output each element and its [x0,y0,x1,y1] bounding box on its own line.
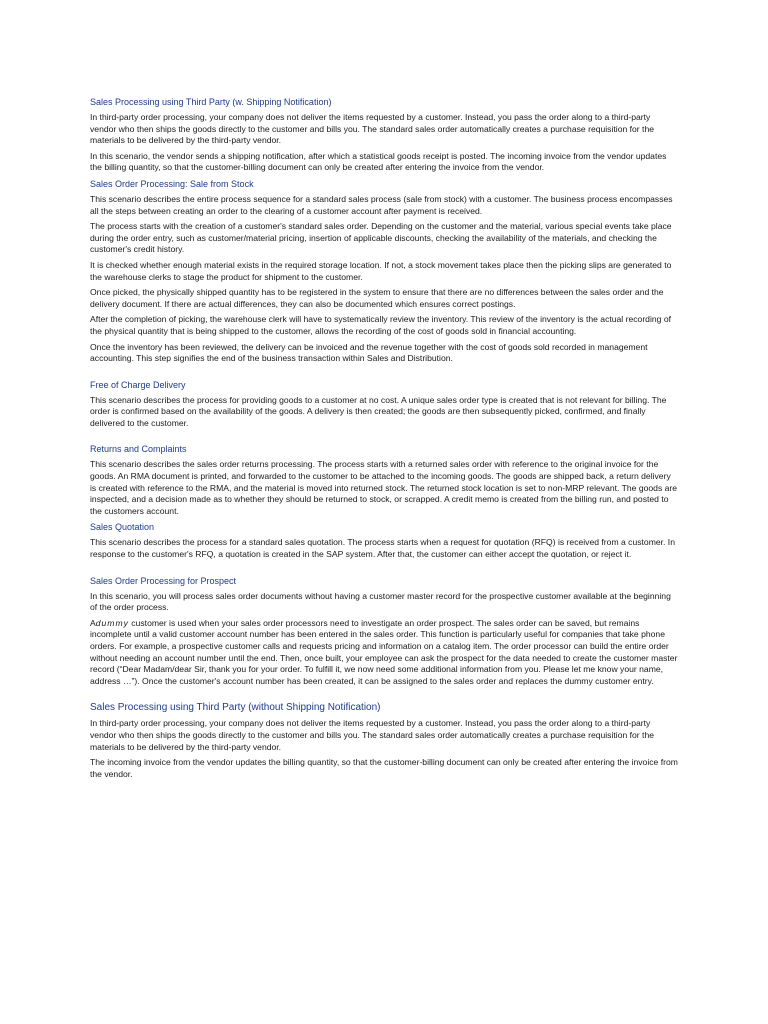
paragraph: This scenario describes the sales order returns processing. The process starts with a returned sales order with reference to the original invoice for the goods. An RMA document is printed, and forwarded to the customer to be attached to the incoming goods. The goods are shipped back, a return delivery is created with reference to the RMA, and the material is moved into returned stock. The returned stock location is set to non-MRP relevant. The goods are inspected, and a decision made as to whether they should be returned to stock, or scrapped. A credit memo is created from the billing run, and posted to the customers account. [90,459,678,516]
spacer [90,691,678,701]
paragraph: In third-party order processing, your company does not deliver the items requested by a customer. Instead, you pass the order along to a third-party vendor who then ships the goods directly to the customer and bills you. The standard sales order automatically creates a purchase requisition for the materials to be delivered by the third-party vendor. [90,112,654,146]
document-page [90,96,678,784]
paragraph: After the completion of picking, the warehouse clerk will have to systematically review the inventory. This review of the inventory is the actual recording of the physical quantity that is being shipped to the customer, allows the recording of the cost of goods sold in financial accounting. [90,314,671,336]
spacer [90,565,678,575]
dummy-customer-paragraph [90,618,678,688]
paragraph: Once picked, the physically shipped quantity has to be registered in the system to ensure that there are no differences between the sales order and the delivery document. If there are actual differences, they can also be documented which ensures correct postings. [90,287,664,309]
spacer [90,369,678,379]
paragraph: Once the inventory has been reviewed, the delivery can be invoiced and the revenue together with the cost of goods sold recorded in management accounting. This step signifies the end of the business transaction within Sales and Distribution. [90,341,648,364]
section-heading-free-of-charge: Free of Charge Delivery [90,379,186,390]
paragraph: This scenario describes the process for providing goods to a customer at no cost. A unique sales order type is created that is not relevant for billing. The order is confirmed based on the availability of the goods. A delivery is then created; the goods are then subsequently picked, confirmed, and finally delivered to the customer. [90,394,667,428]
section-heading-third-party-with-notification: Sales Processing using Third Party (w. Shipping Notification) [90,97,332,107]
section-heading-returns-complaints: Returns and Complaints [90,444,187,455]
spacer [90,433,678,443]
paragraph: In this scenario, you will process sales order documents without having a customer master record for the prospective customer available at the beginning of the order process. [90,590,671,613]
paragraph: This scenario describes the process for a standard sales quotation. The process starts when a request for quotation (RFQ) is received from a customer. In response to the customer's RFQ, a quotation is created in the SAP system. After that, the customer can either accept the quotation, or reject it. [90,537,675,560]
section-heading-sale-from-stock: Sales Order Processing: Sale from Stock [90,178,254,189]
paragraph: It is checked whether enough material exists in the required storage location. If not, a stock movement takes place then the picking slips are generated to the warehouse clerks to stage the product for shipment to the customer. [90,259,672,282]
section-heading-prospect: Sales Order Processing for Prospect [90,575,237,586]
paragraph: The process starts with the creation of a customer's standard sales order. Depending on the customer and the material, various special events take place during the order entry, such as customer/material pricing, insertion of applicable discounts, checking the availability of the materials, and checking the customer's credit history. [90,221,672,255]
paragraph: The incoming invoice from the vendor updates the billing quantity, so that the customer-billing document can only be created after entering the invoice from the vendor. [90,757,678,779]
section-heading-sales-quotation: Sales Quotation [90,522,155,533]
paragraph: In this scenario, the vendor sends a shipping notification, after which a statistical goods receipt is posted. The incoming invoice from the vendor updates the billing quantity, so that the customer-billing document can only be created after entering the invoice from the vendor. [90,150,667,173]
dummy-emphasis: dummy [95,617,129,628]
dummy-prefix: A [90,617,96,628]
paragraph: In third-party order processing, your company does not deliver the items requested by a customer. Instead, you pass the order along to a third-party vendor who then ships the goods directly to the customer and bills you. The standard sales order automatically creates a purchase requisition for the materials to be delivered by the third-party vendor. [90,718,654,752]
section-heading-third-party-without-notification: Sales Processing using Third Party (without Shipping Notification) [90,702,381,714]
paragraph: This scenario describes the entire process sequence for a standard sales process (sale from stock) with a customer. The business process encompasses all the steps between creating an order to the clearing of a customer account after payment is received. [90,193,673,216]
dummy-rest: customer is used when your sales order processors need to investigate an order prospect. The sales order can be saved, but remains incomplete until a valid customer account number has been entered in the sales order. This function is particularly useful for companies that take phone orders. For example, a prospective customer calls and requests pricing and information on a catalog item. The order processor can build the entire order without needing an account number until the end. Then, once built, your employee can ask the prospect for the data needed to create the customer master record (“Dear Madam/dear Sir, thank you for your order. To fulfill it, we now need some additional information from you. Please let me know your name, address …”). Once the customer's account number has been created, it can be assigned to the sales order and replaces the dummy customer entry. [90,617,678,686]
